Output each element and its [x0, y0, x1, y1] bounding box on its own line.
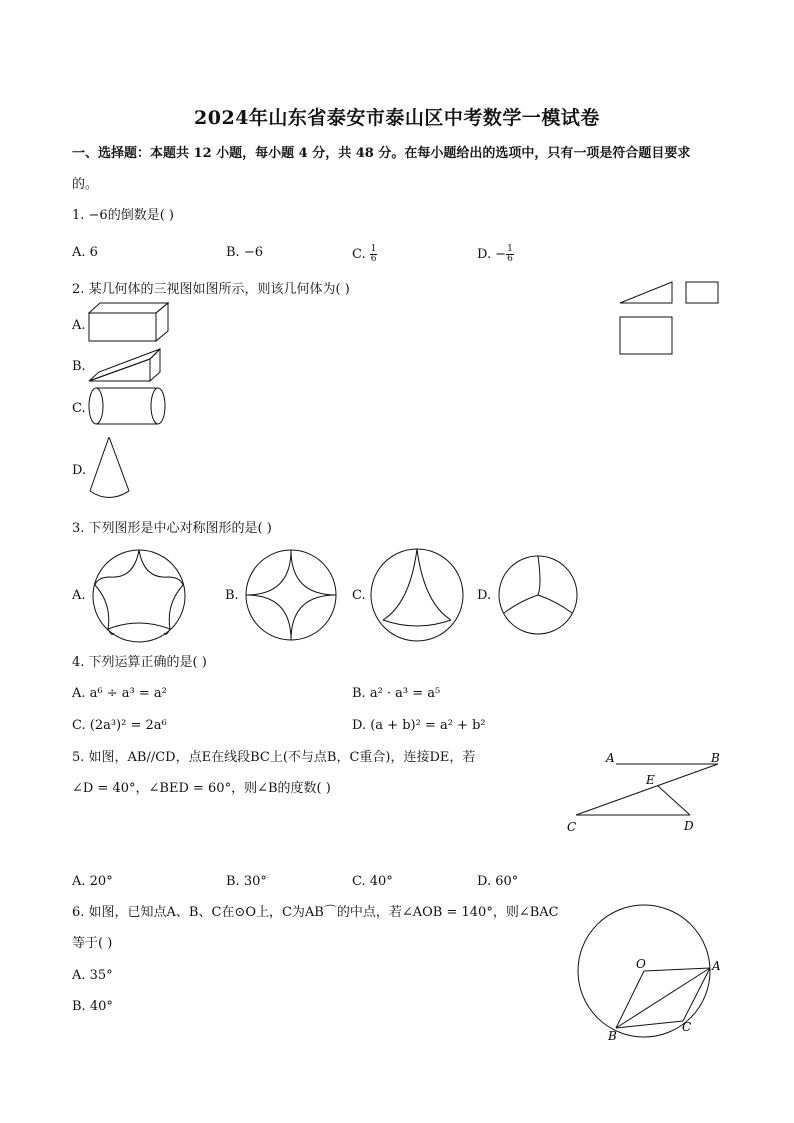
q2-three-views-figure: [618, 280, 722, 358]
section-header-line2: 的。: [72, 177, 99, 192]
q2-option-b-wedge[interactable]: [88, 347, 164, 383]
q2-option-a-label[interactable]: A.: [72, 318, 86, 333]
q5-option-b[interactable]: B. 30°: [226, 874, 267, 889]
q1-option-c-fraction: [370, 245, 378, 264]
q5-option-c[interactable]: C. 40°: [352, 874, 393, 889]
q1-option-c[interactable]: [352, 245, 377, 264]
point-label-a: A: [712, 959, 721, 973]
q6-option-b[interactable]: B. 40°: [72, 999, 113, 1014]
q6-stem-line1: 6. 如图，已知点A、B、C在⊙O上，C为AB⌒的中点，若∠AOB = 140°，则∠BAC: [72, 905, 559, 920]
q4-option-c[interactable]: C. (2a³)² = 2a⁶: [72, 718, 167, 733]
q3-option-d-label[interactable]: D.: [477, 588, 492, 603]
q3-option-c-reuleaux[interactable]: [370, 548, 466, 644]
point-label-c: C: [682, 1020, 692, 1034]
segment-oa: [644, 968, 710, 971]
point-label-b: B: [608, 1029, 617, 1043]
segment-de: [658, 786, 690, 815]
q2-option-b-label[interactable]: B.: [72, 359, 86, 374]
fraction-denominator: 6: [370, 254, 377, 264]
point-label-b: B: [711, 751, 720, 765]
q5-stem-line2: ∠D = 40°，∠BED = 60°，则∠B的度数( ): [72, 781, 331, 796]
q6-stem-line2: 等于( ): [72, 936, 113, 951]
q6-circle-figure: [576, 904, 732, 1046]
page-title: 2024年山东省泰安市泰山区中考数学一模试卷: [194, 107, 600, 129]
q3-option-d-three-arcs[interactable]: [498, 555, 580, 637]
fraction-numerator: 1: [507, 244, 513, 254]
point-label-a: A: [606, 751, 615, 765]
q1-option-a[interactable]: A. 6: [72, 245, 98, 260]
q1-option-b[interactable]: B. −6: [226, 245, 263, 260]
q1-option-d-prefix: D. −: [477, 247, 507, 262]
q4-option-d[interactable]: D. (a + b)² = a² + b²: [352, 718, 486, 733]
section-header-line1: 一、选择题：本题共 12 小题，每小题 4 分，共 48 分。在每小题给出的选项中，只有一项是符合题目要求: [72, 146, 691, 161]
q1-option-d-fraction: [506, 245, 514, 264]
q5-option-d[interactable]: D. 60°: [477, 874, 519, 889]
q3-option-a-pentagon-arcs[interactable]: [92, 549, 188, 645]
q2-option-c-label[interactable]: C.: [72, 401, 86, 416]
segment-ab: [616, 968, 710, 1028]
q1-stem: 1. −6的倒数是( ): [72, 208, 174, 223]
point-label-c: C: [567, 820, 577, 834]
q3-option-b-astroid[interactable]: [245, 549, 339, 643]
front-view-triangle: [620, 282, 672, 303]
fraction-denominator: 6: [507, 254, 513, 264]
q5-stem-line1: 5. 如图，AB//CD，点E在线段BC上(不与点B，C重合)，连接DE，若: [72, 750, 476, 765]
q5-option-a[interactable]: A. 20°: [72, 874, 113, 889]
q6-option-a[interactable]: A. 35°: [72, 968, 113, 983]
q3-option-c-label[interactable]: C.: [352, 588, 366, 603]
q2-option-d-cone[interactable]: [88, 436, 134, 500]
fraction-numerator: 1: [370, 244, 377, 254]
q2-option-d-label[interactable]: D.: [72, 463, 87, 478]
q1-option-c-prefix: C.: [352, 247, 370, 262]
q4-option-a[interactable]: A. a⁶ ÷ a³ = a²: [72, 686, 167, 701]
q3-stem: 3. 下列图形是中心对称图形的是( ): [72, 521, 272, 536]
q3-option-b-label[interactable]: B.: [225, 588, 239, 603]
top-view-rectangle: [620, 317, 672, 354]
q4-stem: 4. 下列运算正确的是( ): [72, 655, 207, 670]
point-label-o: O: [636, 957, 646, 971]
segment-bc: [576, 764, 718, 815]
point-label-d: D: [684, 819, 694, 833]
q3-option-a-label[interactable]: A.: [72, 588, 86, 603]
point-label-e: E: [646, 773, 655, 787]
q2-option-c-cylinder[interactable]: [88, 386, 170, 428]
q2-stem: 2. 某几何体的三视图如图所示，则该几何体为( ): [72, 282, 350, 297]
q4-option-b[interactable]: B. a² · a³ = a⁵: [352, 686, 441, 701]
q2-option-a-cuboid[interactable]: [88, 302, 172, 344]
q5-parallel-lines-figure: [566, 748, 730, 838]
side-view-rectangle: [686, 282, 718, 303]
q1-option-d[interactable]: [477, 245, 514, 264]
